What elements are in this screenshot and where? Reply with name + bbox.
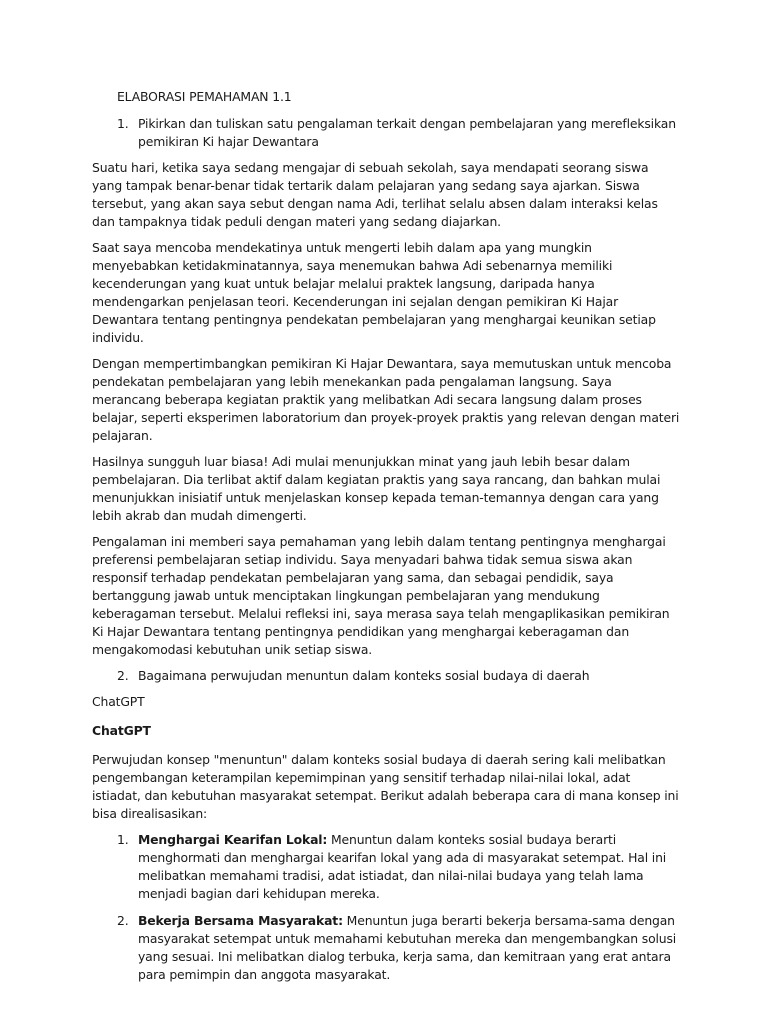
document-heading: ELABORASI PEMAHAMAN 1.1 — [117, 89, 292, 104]
question-text: Bagaimana perwujudan menuntun dalam konteks sosial budaya di daerah — [138, 668, 590, 683]
chatgpt-heading: ChatGPT — [92, 723, 151, 738]
document-page — [92, 88, 682, 993]
list-item-title: Bekerja Bersama Masyarakat: — [138, 913, 343, 928]
list-number: 2. — [117, 913, 129, 928]
paragraph: Saat saya mencoba mendekatinya untuk mengerti lebih dalam apa yang mungkin menyebabkan ketidakminatannya, saya menemukan bahwa Adi sebenarnya memiliki kecenderungan yang kuat untuk belajar melalui praktek langsung, daripada hanya mendengarkan penjelasan teori. Kecenderungan ini sejalan dengan pemikiran Ki Hajar Dewantara tentang pentingnya pendekatan pembelajaran yang menghargai keunikan setiap individu. — [92, 240, 656, 345]
list-item — [92, 831, 682, 903]
list-item-body: Menuntun juga berarti bekerja bersama-sama dengan masyarakat setempat untuk memahami kebutuhan mereka dan mengembangkan solusi yang sesuai. Ini melibatkan dialog terbuka, kerja sama, dan kemitraan yang erat antara para pemimpin dan anggota masyarakat. — [138, 913, 677, 982]
paragraph: Dengan mempertimbangkan pemikiran Ki Hajar Dewantara, saya memutuskan untuk mencoba pendekatan pembelajaran yang lebih menekankan pada pengalaman langsung. Saya merancang beberapa kegiatan praktik yang melibatkan Adi secara langsung dalam proses belajar, seperti eksperimen laboratorium dan proyek-proyek praktis yang relevan dengan materi pelajaran. — [92, 356, 680, 443]
list-item-body: Menuntun dalam konteks sosial budaya berarti menghormati dan menghargai kearifan lokal yang ada di masyarakat setempat. Hal ini melibatkan memahami tradisi, adat istiadat, dan nilai-nilai budaya yang telah lama menjadi bagian dari kehidupan mereka. — [138, 832, 667, 901]
paragraph: Hasilnya sungguh luar biasa! Adi mulai menunjukkan minat yang jauh lebih besar dalam pembelajaran. Dia terlibat aktif dalam kegiatan praktis yang saya rancang, dan bahkan mulai menunjukkan inisiatif untuk menjelaskan konsep kepada teman-temannya dengan cara yang lebih akrab dan mudah dimengerti. — [92, 454, 661, 523]
question-number: 2. — [117, 668, 129, 683]
list-text — [138, 912, 682, 984]
paragraph: Suatu hari, ketika saya sedang mengajar di sebuah sekolah, saya mendapati seorang siswa yang tampak benar-benar tidak tertarik dalam pelajaran yang sedang saya ajarkan. Siswa tersebut, yang akan saya sebut dengan nama Adi, terlihat selalu absen dalam interaksi kelas dan tampaknya tidak peduli dengan materi yang sedang diajarkan. — [92, 160, 658, 229]
chatgpt-label: ChatGPT — [92, 694, 145, 709]
intro-paragraph: Perwujudan konsep "menuntun" dalam konteks sosial budaya di daerah sering kali melibatkan pengembangan keterampilan kepemimpinan yang sensitif terhadap nilai-nilai lokal, adat istiadat, dan kebutuhan masyarakat setempat. Berikut adalah beberapa cara di mana konsep ini bisa direalisasikan: — [92, 752, 679, 821]
list-text — [138, 831, 682, 903]
question-item-2 — [92, 667, 682, 685]
list-item-title: Menghargai Kearifan Lokal: — [138, 832, 328, 847]
question-item-1 — [92, 115, 682, 151]
list-item — [92, 912, 682, 984]
question-text: Pikirkan dan tuliskan satu pengalaman terkait dengan pembelajaran yang merefleksikan pemikiran Ki hajar Dewantara — [138, 116, 676, 149]
list-number: 1. — [117, 832, 129, 847]
question-number: 1. — [117, 116, 129, 131]
paragraph: Pengalaman ini memberi saya pemahaman yang lebih dalam tentang pentingnya menghargai preferensi pembelajaran setiap individu. Saya menyadari bahwa tidak semua siswa akan responsif terhadap pendekatan pembelajaran yang sama, dan sebagai pendidik, saya bertanggung jawab untuk menciptakan lingkungan pembelajaran yang mendukung keberagaman tersebut. Melalui refleksi ini, saya merasa saya telah mengaplikasikan pemikiran Ki Hajar Dewantara tentang pentingnya pendidikan yang menghargai keberagaman dan mengakomodasi kebutuhan unik setiap siswa. — [92, 534, 670, 657]
